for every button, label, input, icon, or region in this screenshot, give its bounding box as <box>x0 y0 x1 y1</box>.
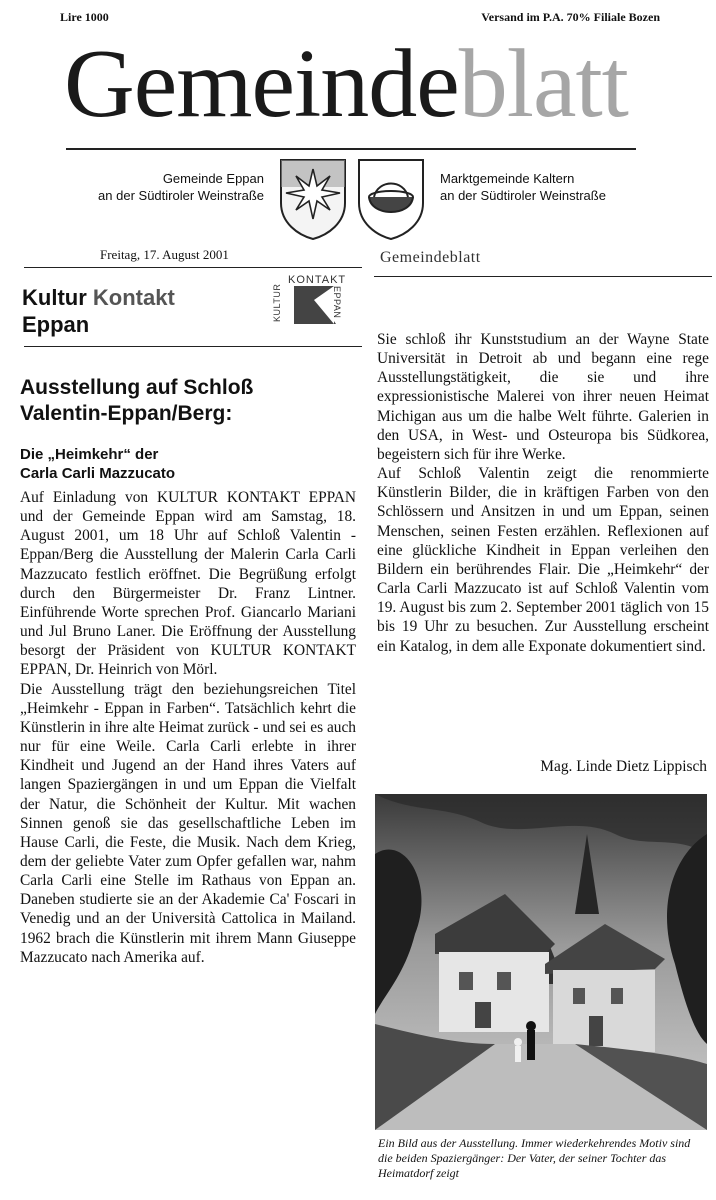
running-head: Gemeindeblatt <box>380 249 481 266</box>
article-headline: Ausstellung auf Schloß Valentin-Eppan/Berg: <box>20 376 254 425</box>
price-label: Lire 1000 <box>60 10 109 24</box>
issue-date: Freitag, 17. August 2001 <box>100 247 229 262</box>
section-title: Kultur Kontakt Eppan <box>22 285 175 337</box>
masthead-light: blatt <box>458 30 628 138</box>
article-subhead: Die „Heimkehr“ der Carla Carli Mazzucato <box>20 446 176 482</box>
right-column-text <box>377 330 709 656</box>
right-municipality: Marktgemeinde Kaltern an der Südtiroler Weinstraße <box>440 171 606 203</box>
image-caption: Ein Bild aus der Ausstellung. Immer wiederkehrendes Motiv sind die beiden Spaziergänger: Der Vater, der seiner Tochter das Heimatdorf zeigt <box>378 1136 691 1180</box>
painting-image <box>375 794 707 1130</box>
eppan-coat-of-arms-icon <box>278 157 348 241</box>
article-author: Mag. Linde Dietz Lippisch <box>540 758 707 775</box>
article-paragraph-1: Auf Einladung von KULTUR KONTAKT EPPAN und der Gemeinde Eppan wird am Samstag, 18. August 2001, um 18 Uhr auf Schloß Valentin - Eppan/Berg die Ausstellung der Malerin Carla Carli Mazzucato festlich eröffnet. Die Begrüßung erfolgt durch den Bürgermeister Dr. Franz Lintner. Einführende Worte sprechen Prof. Giancarlo Mariani und Jul Bruno Laner. Die Eröffnung der Ausstellung besorgt der Präsident von KULTUR KONTAKT EPPAN, Dr. Heinrich von Mörl. <box>20 489 356 679</box>
logo-kontakt-text: KONTAKT <box>288 274 347 286</box>
section-rule <box>24 346 362 347</box>
kaltern-coat-of-arms-icon <box>356 157 426 241</box>
article-paragraph-4: Auf Schloß Valentin zeigt die renommierte Künstlerin Bilder, die in kräftigen Farben von den Schlössern und Ansitzen in und um Eppan, seinen Menschen, seinen Festen erzählen. Reflexionen auf eine glückliche Kindheit in Eppan verleihen den Bildern ein berührendes Flair. Die „Heimkehr“ der Carla Carli Mazzucato ist auf Schloß Valentin vom 19. August bis zum 2. September 2001 täglich von 15 bis 19 Uhr zu besuchen. Zur Ausstellung erscheint ein Katalog, in dem alle Exponate dokumentiert sind. <box>377 465 709 655</box>
masthead-rule <box>66 148 636 150</box>
logo-eppan-text: EPPAN <box>332 286 342 319</box>
left-column-text <box>20 488 356 967</box>
masthead-dark: Gemeinde <box>64 30 459 138</box>
left-municipality: Gemeinde Eppan an der Südtiroler Weinstraße <box>98 171 264 203</box>
right-header-rule <box>374 276 712 277</box>
article-paragraph-3: Sie schloß ihr Kunststudium an der Wayne State Universität in Detroit ab und begann eine rege Ausstellungstätigkeit, die sie und ihre expressionistische Malerei von ihrer neuen Heimat Michigan aus um die halbe Welt führte. Galerien in den USA, in West- und Osteuropa bis Südkorea, begeistern sich für ihre Werke. <box>377 331 709 463</box>
masthead <box>64 30 628 138</box>
postage-label: Versand im P.A. 70% Filiale Bozen <box>481 10 660 24</box>
article-paragraph-2: Die Ausstellung trägt den beziehungsreichen Titel „Heimkehr - Eppan in Farben“. Tatsächlich kehrt die Künstlerin in ihre alte Heimat zurück - und sei es auch nur für eine Weile. Carla Carli erlebte in ihrer Kindheit und Jugend an der Hand ihres Vaters auf langen Spaziergängen in und um Eppan die Vielfalt der Natur, die Schönheit der Kultur. Mit wachen Sinnen genoß sie das gesellschaftliche Leben im Hause Carli, die Feste, die Musik. Nach dem Krieg, dem der geliebte Vater zum Opfer gefallen war, nahm Carla Carli eine Stelle im Rathaus von Eppan an. Daneben studierte sie an der Akademie Ca' Foscari in Venedig und an der Università Cattolica in Mailand. 1962 brach die Künstlerin mit ihrem Mann Giuseppe Mazzucato nach Amerika auf. <box>20 680 356 966</box>
left-header-rule <box>24 267 362 268</box>
logo-kultur-text: KULTUR <box>272 283 282 322</box>
